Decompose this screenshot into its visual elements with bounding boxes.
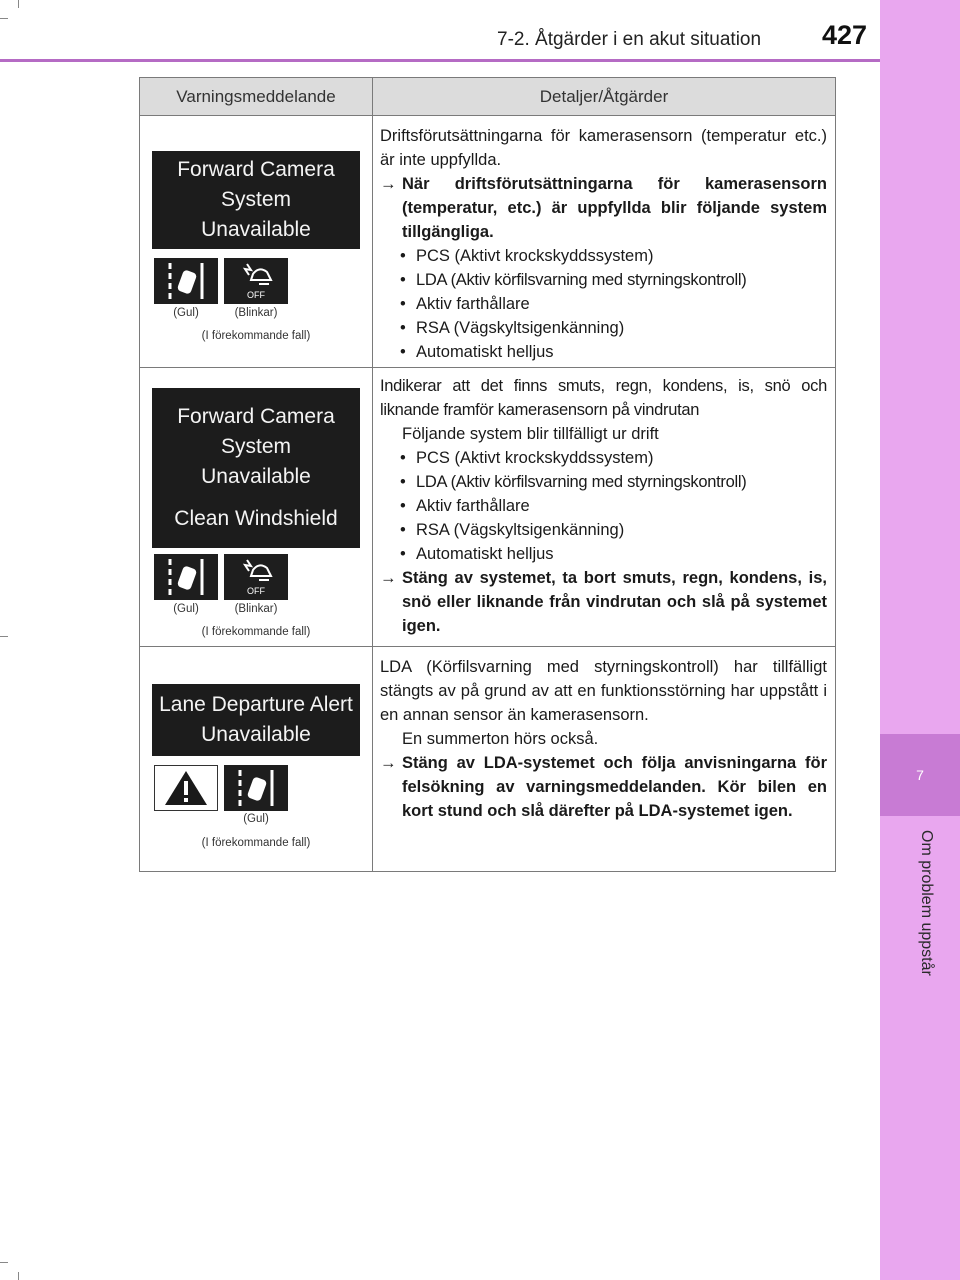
details-cell [380, 655, 827, 823]
applicability-note: (I förekommande fall) [201, 330, 311, 342]
icon-caption: (Blinkar) [234, 603, 278, 615]
warning-table [139, 77, 836, 872]
display-line: Clean Windshield [174, 507, 338, 530]
arrow-icon: → [380, 175, 397, 193]
crop-mark [18, 0, 19, 8]
list-item: • Aktiv farthållare [380, 494, 827, 518]
display-line: Unavailable [201, 465, 311, 488]
list-item: • PCS (Aktivt krockskyddssystem) [380, 244, 827, 268]
crop-mark [18, 1272, 19, 1280]
description-text: Indikerar att det finns smuts, regn, kondens, is, snö och liknande framför kamerasensorn på vindrutan [380, 377, 827, 419]
message-display [152, 388, 360, 548]
list-item: • RSA (Vägskyltsigenkänning) [380, 518, 827, 542]
column-header-details: Detaljer/Åtgärder [539, 87, 669, 106]
list-item: • LDA (Aktiv körfilsvarning med styrningskontroll) [380, 268, 827, 292]
action-text: När driftsförutsättningarna för kamerasensorn (temperatur, etc.) är uppfyllda blir följande system tillgängliga. [402, 175, 827, 241]
warning-message-cell [140, 116, 372, 367]
icon-caption: (Gul) [243, 813, 269, 825]
table-row [140, 647, 835, 871]
table-row [140, 116, 835, 367]
off-label: OFF [247, 586, 265, 596]
lane-departure-icon [224, 765, 288, 811]
description-text: LDA (Körfilsvarning med styrningskontroll) har tillfälligt stängts av på grund av att en funktionsstörning har uppstått i en annan sensor än kamerasensorn. [380, 658, 827, 724]
display-line: Unavailable [201, 723, 311, 746]
list-item: • Aktiv farthållare [380, 292, 827, 316]
crop-mark [0, 18, 8, 19]
warning-message-cell [140, 368, 372, 646]
section-title: 7-2. Åtgärder i en akut situation [497, 29, 762, 50]
crop-mark [0, 1262, 8, 1263]
action-item [380, 566, 827, 638]
icon-caption: (Gul) [173, 603, 199, 615]
description-subline: Följande system blir tillfälligt ur drift [402, 425, 659, 443]
chapter-number: 7 [880, 734, 960, 816]
column-header-message: Varningsmeddelande [176, 87, 336, 106]
chapter-label: Om problem uppstår [918, 830, 935, 976]
icon-caption: (Gul) [173, 307, 199, 319]
list-item: • PCS (Aktivt krockskyddssystem) [380, 446, 827, 470]
display-line: Forward Camera [177, 405, 335, 428]
display-line: Lane Departure Alert [159, 693, 353, 716]
message-display [152, 151, 360, 249]
table-header [140, 78, 835, 116]
list-item: • Automatiskt helljus [380, 542, 827, 566]
details-cell [380, 124, 827, 364]
lane-departure-icon [154, 554, 218, 600]
table-row [140, 368, 835, 646]
pcs-off-icon [224, 554, 288, 600]
description-text: Driftsförutsättningarna för kamerasensorn (temperatur etc.) är inte uppfyllda. [380, 127, 827, 169]
display-line: Forward Camera [177, 158, 335, 181]
display-line: System [220, 188, 291, 211]
applicability-note: (I förekommande fall) [201, 626, 311, 638]
warning-message-cell [140, 647, 372, 871]
action-text: Stäng av systemet, ta bort smuts, regn, kondens, is, snö eller liknande från vindrutan och slå på systemet igen. [402, 569, 827, 635]
icon-caption: (Blinkar) [234, 307, 278, 319]
details-cell [380, 374, 827, 638]
list-item: • Automatiskt helljus [380, 340, 827, 364]
description-subline: En summerton hörs också. [402, 730, 599, 748]
action-item [380, 172, 827, 244]
action-item [380, 751, 827, 823]
warning-triangle-icon [154, 765, 218, 811]
list-item: • LDA (Aktiv körfilsvarning med styrningskontroll) [380, 470, 827, 494]
display-line: System [220, 435, 291, 458]
header-rule [0, 59, 880, 62]
display-line: Unavailable [201, 218, 311, 241]
message-display [152, 684, 360, 756]
action-text: Stäng av LDA-systemet och följa anvisningarna för felsökning av varningsmeddelanden. Kör bilen en kort stund och slå därefter på LDA-systemet igen. [402, 754, 827, 820]
off-label: OFF [247, 290, 265, 300]
pcs-off-icon [224, 258, 288, 304]
arrow-icon: → [380, 754, 397, 772]
page-number: 427 [822, 20, 868, 50]
lane-departure-icon [154, 258, 218, 304]
list-item: • RSA (Vägskyltsigenkänning) [380, 316, 827, 340]
applicability-note: (I förekommande fall) [201, 837, 311, 849]
chapter-side-tab [880, 0, 960, 1280]
crop-mark [0, 636, 8, 637]
arrow-icon: → [380, 569, 397, 587]
